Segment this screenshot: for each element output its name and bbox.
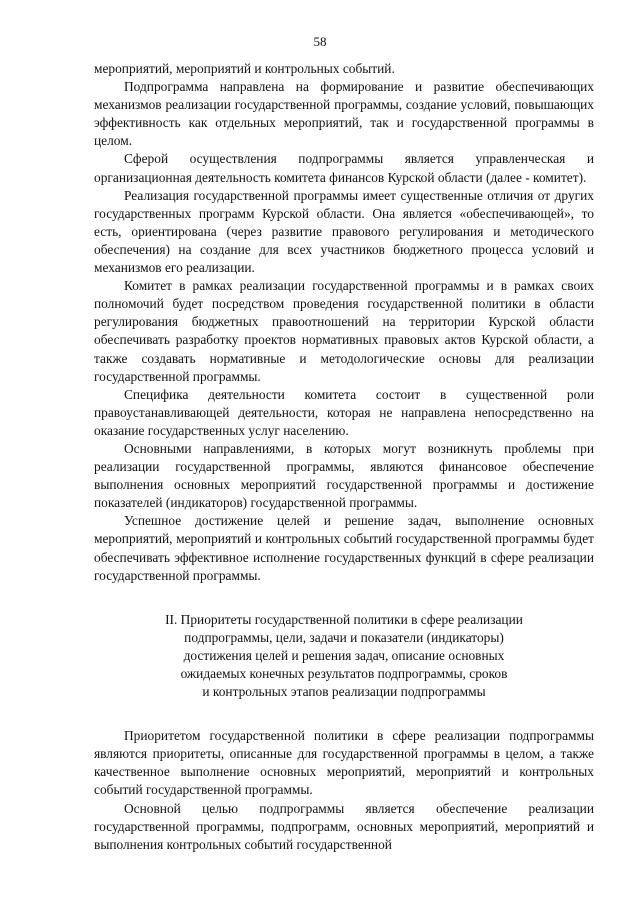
paragraph: Реализация государственной программы имеет существенные отличия от других государственных программ Курской области. Она является «обеспечивающей», то есть, ориентирована (через развитие правового регулирования и методического обеспечения) на создание для всех участников бюджетного процесса условий и механизмов его реализации.	[94, 187, 594, 276]
paragraph: Основной целью подпрограммы является обеспечение реализации государственной программы, подпрограмм, основных мероприятий, мероприятий и выполнения контрольных событий государственной	[94, 800, 594, 852]
section-heading-line: подпрограммы, цели, задачи и показатели (индикаторы)	[184, 629, 504, 645]
section-heading-line: достижения целей и решения задач, описание основных	[183, 647, 505, 663]
page-number: 58	[313, 34, 327, 49]
paragraph: Успешное достижение целей и решение задач, выполнение основных мероприятий, мероприятий и контрольных событий государственной программы будет обеспечивать эффективное исполнение государственных функций в сфере реализации государственной программы.	[94, 513, 594, 583]
paragraph: Основными направлениями, в которых могут возникнуть проблемы при реализации государственной программы, являются финансовое обеспечение выполнения основных мероприятий государственной программы и достижение показателей (индикаторов) государственной программы.	[94, 440, 594, 511]
document-body	[94, 60, 594, 854]
section-heading	[94, 611, 594, 701]
section-heading-line: и контрольных этапов реализации подпрограммы	[202, 684, 486, 700]
paragraph: Специфика деятельности комитета состоит в существенной роли правоустанавливающей деятельности, которая не направлена непосредственно на оказание государственных услуг населению.	[94, 386, 594, 438]
paragraph: Приоритетом государственной политики в сфере реализации подпрограммы являются приоритеты, описанные для государственной программы в целом, а также качественное выполнение основных мероприятий, мероприятий и контрольных событий государственной программы.	[94, 728, 594, 798]
section-heading-line: II. Приоритеты государственной политики в сфере реализации	[165, 611, 523, 627]
paragraph: Комитет в рамках реализации государственной программы и в рамках своих полномочий будет посредством проведения государственной политики в области регулирования бюджетных правоотношений на территории Курской области обеспечивать разработку проектов нормативных правовых актов Курской области, а также создавать нормативные и методологические основы для реализации государственной программы.	[94, 278, 594, 384]
paragraph: Подпрограмма направлена на формирование и развитие обеспечивающих механизмов реализации государственной программы, создание условий, повышающих эффективность как отдельных мероприятий, так и государственной программы в целом.	[94, 79, 594, 149]
section-heading-line: ожидаемых конечных результатов подпрограммы, сроков	[180, 666, 508, 681]
paragraph: мероприятий, мероприятий и контрольных событий.	[94, 61, 395, 76]
paragraph: Сферой осуществления подпрограммы является управленческая и организационная деятельность комитета финансов Курской области (далее - комитет).	[94, 151, 594, 185]
